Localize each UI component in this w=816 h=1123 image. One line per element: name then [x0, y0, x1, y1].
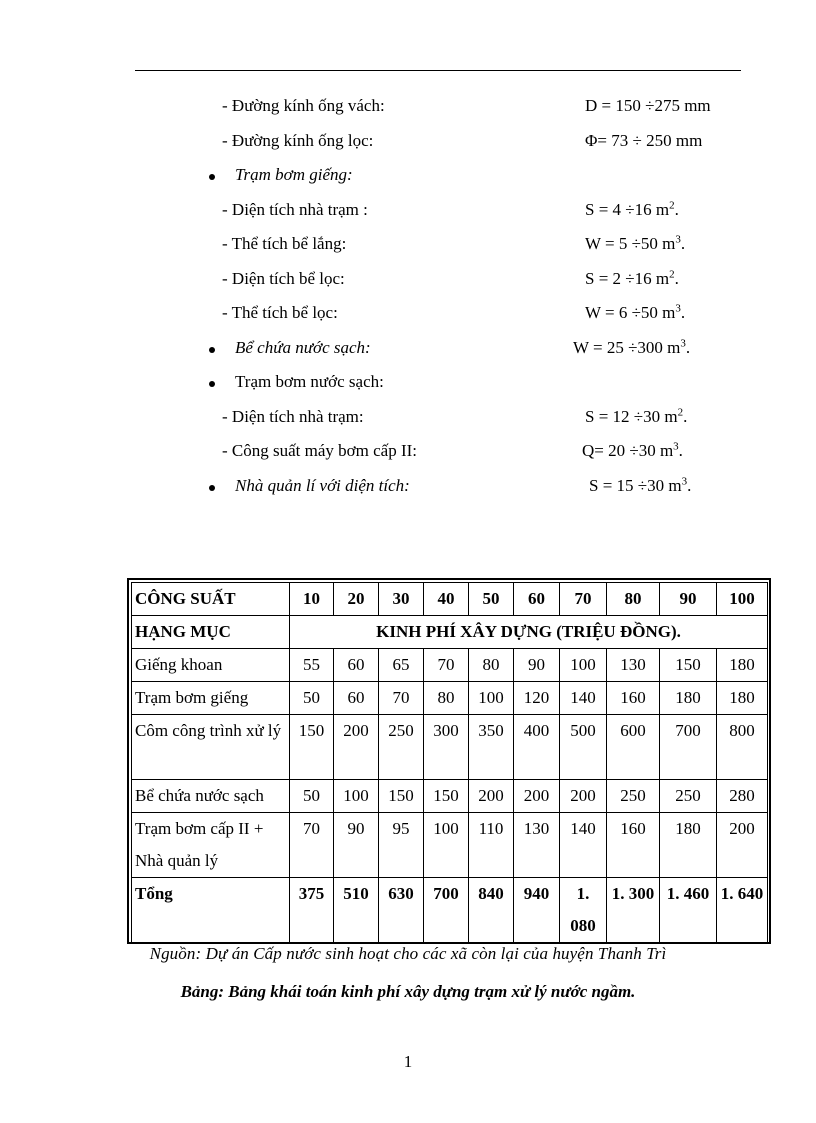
table-cell: 200: [514, 780, 560, 813]
capacity-cell: 30: [379, 583, 424, 616]
spec-label: - Diện tích nhà trạm:: [222, 406, 364, 426]
table-cell: 400: [514, 715, 560, 780]
capacity-cell: 50: [469, 583, 514, 616]
spec-label: - Đường kính ống lọc:: [222, 130, 374, 150]
table-cell: 65: [379, 649, 424, 682]
table-cell: 110: [469, 813, 514, 878]
table-cell: 160: [607, 682, 660, 715]
capacity-cell: 90: [660, 583, 717, 616]
category-header-row: [132, 616, 768, 649]
table-cell: 500: [560, 715, 607, 780]
cost-table-frame: [127, 578, 771, 944]
table-cell: 200: [334, 715, 379, 780]
cost-header: KINH PHÍ XÂY DỰNG (TRIỆU ĐỒNG).: [290, 616, 768, 649]
spec-row: [0, 194, 816, 229]
capacity-cell: 80: [607, 583, 660, 616]
table-cell: 95: [379, 813, 424, 878]
bullet-icon: [209, 485, 215, 491]
capacity-cell: 60: [514, 583, 560, 616]
table-cell: 150: [290, 715, 334, 780]
spec-section-management-house: [0, 470, 816, 505]
spec-label: Bể chứa nước sạch:: [235, 337, 371, 357]
table-cell: 250: [607, 780, 660, 813]
table-cell: 60: [334, 682, 379, 715]
spec-value: W = 6 ÷50 $m^3$.: [585, 302, 686, 322]
header-rule: [135, 70, 741, 71]
spec-value: Q= 20 ÷30 $m^3$.: [582, 440, 683, 460]
table-cell: 180: [660, 813, 717, 878]
total-cell: 1. 640: [717, 878, 768, 943]
table-cell: 60: [334, 649, 379, 682]
spec-section-pump-station: [0, 159, 816, 194]
spec-list: [0, 90, 816, 504]
total-cell: 940: [514, 878, 560, 943]
spec-label: - Diện tích nhà trạm :: [222, 199, 368, 219]
table-cell: 55: [290, 649, 334, 682]
row-label: Bể chứa nước sạch: [132, 780, 290, 813]
spec-label: - Diện tích bể lọc:: [222, 268, 345, 288]
spec-value: S = 2 ÷16 $m^2$.: [585, 267, 679, 288]
table-cell: 90: [334, 813, 379, 878]
table-cell: 50: [290, 780, 334, 813]
spec-value: S = 4 ÷16 $m^2$.: [585, 198, 679, 219]
row-label: Côm công trình xử lý: [132, 715, 290, 780]
table-cell: 600: [607, 715, 660, 780]
spec-label: - Thể tích bể lọc:: [222, 303, 338, 322]
capacity-cell: 20: [334, 583, 379, 616]
spec-value: D = 150 ÷275 mm: [585, 96, 711, 115]
total-cell: 630: [379, 878, 424, 943]
table-row: [132, 813, 768, 878]
table-cell: 70: [424, 649, 469, 682]
table-cell: 180: [717, 682, 768, 715]
spec-row: [0, 228, 816, 263]
capacity-cell: 70: [560, 583, 607, 616]
total-cell: 700: [424, 878, 469, 943]
spec-row: [0, 263, 816, 298]
table-cell: 300: [424, 715, 469, 780]
total-cell: 840: [469, 878, 514, 943]
capacity-label: CÔNG SUẤT: [132, 583, 290, 616]
table-row: [132, 682, 768, 715]
table-cell: 80: [469, 649, 514, 682]
row-label: Trạm bơm giếng: [132, 682, 290, 715]
table-cell: 180: [660, 682, 717, 715]
spec-section-clean-water-tank: [0, 332, 816, 367]
table-cell: 140: [560, 813, 607, 878]
total-cell: 1. 460: [660, 878, 717, 943]
table-cell: 160: [607, 813, 660, 878]
spec-label: - Đường kính ống vách:: [222, 96, 385, 115]
spec-value: W = 25 ÷300 $m^3$.: [573, 336, 691, 357]
table-cell: 280: [717, 780, 768, 813]
table-cell: 250: [379, 715, 424, 780]
table-row: [132, 715, 768, 780]
table-cell: 180: [717, 649, 768, 682]
spec-label: - Thể tích bể lắng:: [222, 234, 347, 253]
page-number: 1: [403, 1052, 413, 1071]
spec-label: - Công suất máy bơm cấp II:: [222, 441, 418, 460]
total-cell: 1. 300: [607, 878, 660, 943]
table-cell: 130: [607, 649, 660, 682]
table-cell: 120: [514, 682, 560, 715]
total-label: Tổng: [132, 878, 290, 943]
spec-row: [0, 297, 816, 332]
bullet-icon: [209, 347, 215, 353]
spec-value: W = 5 ÷50 $m^3$.: [585, 233, 686, 253]
spec-row: [0, 90, 816, 125]
table-row: [132, 649, 768, 682]
table-cell: 50: [290, 682, 334, 715]
table-cell: 700: [660, 715, 717, 780]
table-cell: 150: [379, 780, 424, 813]
spec-row: [0, 435, 816, 470]
table-cell: 800: [717, 715, 768, 780]
table-row: [132, 780, 768, 813]
table-cell: 130: [514, 813, 560, 878]
bullet-icon: [209, 381, 215, 387]
row-label: Trạm bơm cấp II + Nhà quản lý: [132, 813, 290, 878]
table-cell: 90: [514, 649, 560, 682]
total-cell: 375: [290, 878, 334, 943]
spec-row: [0, 401, 816, 436]
spec-label: Trạm bơm nước sạch:: [235, 372, 384, 391]
table-cell: 70: [290, 813, 334, 878]
total-cell: 1. 080: [560, 878, 607, 943]
table-cell: 100: [469, 682, 514, 715]
table-cell: 80: [424, 682, 469, 715]
table-cell: 200: [560, 780, 607, 813]
capacity-header-row: [132, 583, 768, 616]
row-label: Giếng khoan: [132, 649, 290, 682]
spec-label: Nhà quản lí với diện tích:: [235, 475, 410, 495]
table-cell: 100: [424, 813, 469, 878]
bullet-icon: [209, 174, 215, 180]
capacity-cell: 100: [717, 583, 768, 616]
table-cell: 200: [469, 780, 514, 813]
total-cell: 510: [334, 878, 379, 943]
spec-value: S = 12 ÷30 $m^2$.: [585, 405, 688, 426]
table-cell: 100: [334, 780, 379, 813]
spec-section-clean-water-pump: [0, 366, 816, 401]
capacity-cell: 10: [290, 583, 334, 616]
table-cell: 200: [717, 813, 768, 878]
capacity-cell: 40: [424, 583, 469, 616]
category-label: HẠNG MỤC: [132, 616, 290, 649]
spec-value: Φ= 73 ÷ 250 mm: [585, 130, 703, 150]
source-note: Nguồn: Dự án Cấp nước sinh hoạt cho các xã còn lại của huyện Thanh Trì: [149, 944, 667, 963]
spec-label: Trạm bơm giếng:: [235, 165, 353, 184]
spec-row: [0, 125, 816, 160]
spec-value: S = 15 ÷30 $m^3$.: [589, 474, 692, 495]
table-cell: 250: [660, 780, 717, 813]
total-row: [132, 878, 768, 943]
table-cell: 350: [469, 715, 514, 780]
table-cell: 70: [379, 682, 424, 715]
table-cell: 150: [424, 780, 469, 813]
table-cell: 140: [560, 682, 607, 715]
table-caption: Bảng: Bảng khái toán kinh phí xây dựng trạm xử lý nước ngầm.: [180, 982, 636, 1001]
table-cell: 100: [560, 649, 607, 682]
table-cell: 150: [660, 649, 717, 682]
cost-table: [131, 582, 768, 943]
